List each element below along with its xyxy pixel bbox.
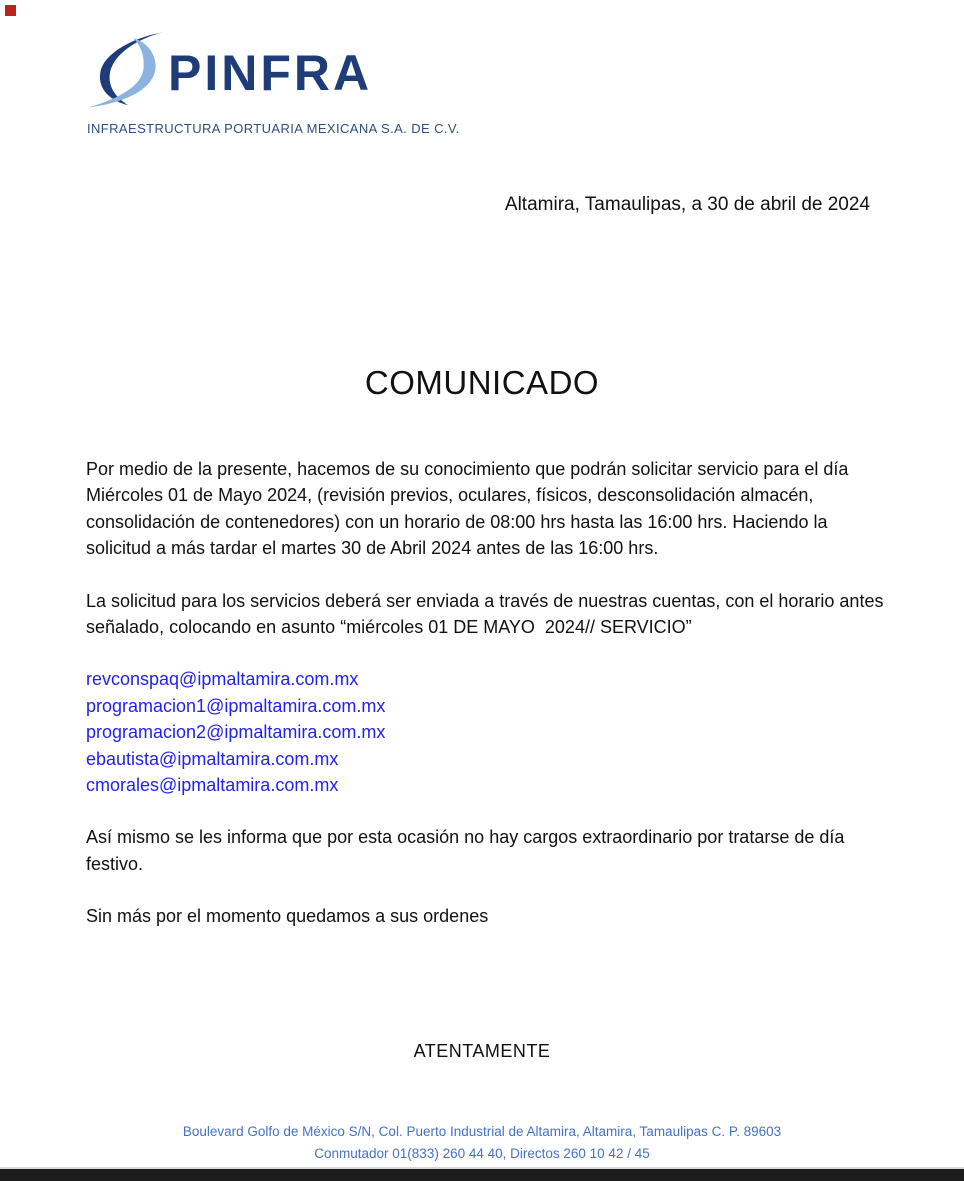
company-name: INFRAESTRUCTURA PORTUARIA MEXICANA S.A. DE C.V. (87, 121, 460, 136)
email-link[interactable]: programacion2@ipmaltamira.com.mx (86, 722, 386, 743)
email-list (86, 666, 892, 798)
footer-address: Boulevard Golfo de México S/N, Col. Puerto Industrial de Altamira, Altamira, Tamaulipas C. P. 89603 (182, 1124, 782, 1139)
signoff-atentamente: ATENTAMENTE (413, 1041, 551, 1061)
page-title: COMUNICADO (364, 364, 600, 401)
email-link[interactable]: revconspaq@ipmaltamira.com.mx (86, 669, 359, 690)
body-paragraph-1: Por medio de la presente, hacemos de su conocimiento que podrán solicitar servicio para el día Miércoles 01 de Mayo 2024, (revisión previos, oculares, físicos, desconsolidación almacén, consolidación de contenedores) con un horario de 08:00 hrs hasta las 16:00 hrs. Haciendo la solicitud a más tardar el martes 30 de Abril 2024 antes de las 16:00 hrs. (86, 459, 854, 559)
body-paragraph-2: La solicitud para los servicios deberá ser enviada a través de nuestras cuentas, con el horario antes señalado, colocando en asunto “miércoles 01 DE MAYO 2024// SERVICIO” (86, 590, 889, 638)
logo-wordmark: PINFRA (168, 45, 373, 101)
email-link[interactable]: programacion1@ipmaltamira.com.mx (86, 695, 386, 716)
date-line: Altamira, Tamaulipas, a 30 de abril de 2024 (504, 194, 870, 215)
page-footer (0, 1121, 964, 1165)
bottom-edge-bar (0, 1167, 964, 1181)
document-body (86, 456, 892, 956)
body-paragraph-4: Sin más por el momento quedamos a sus ordenes (86, 906, 489, 927)
pinfra-o-swoosh-icon (84, 30, 166, 110)
pinfra-logo (84, 30, 372, 110)
email-link[interactable]: cmorales@ipmaltamira.com.mx (86, 775, 339, 796)
body-paragraph-3: Así mismo se les informa que por esta ocasión no hay cargos extraordinario por tratarse de día festivo. (86, 827, 850, 874)
red-marker-square (5, 5, 16, 16)
footer-phone: Conmutador 01(833) 260 44 40, Directos 260 10 42 / 45 (314, 1146, 650, 1161)
email-link[interactable]: ebautista@ipmaltamira.com.mx (86, 748, 339, 769)
